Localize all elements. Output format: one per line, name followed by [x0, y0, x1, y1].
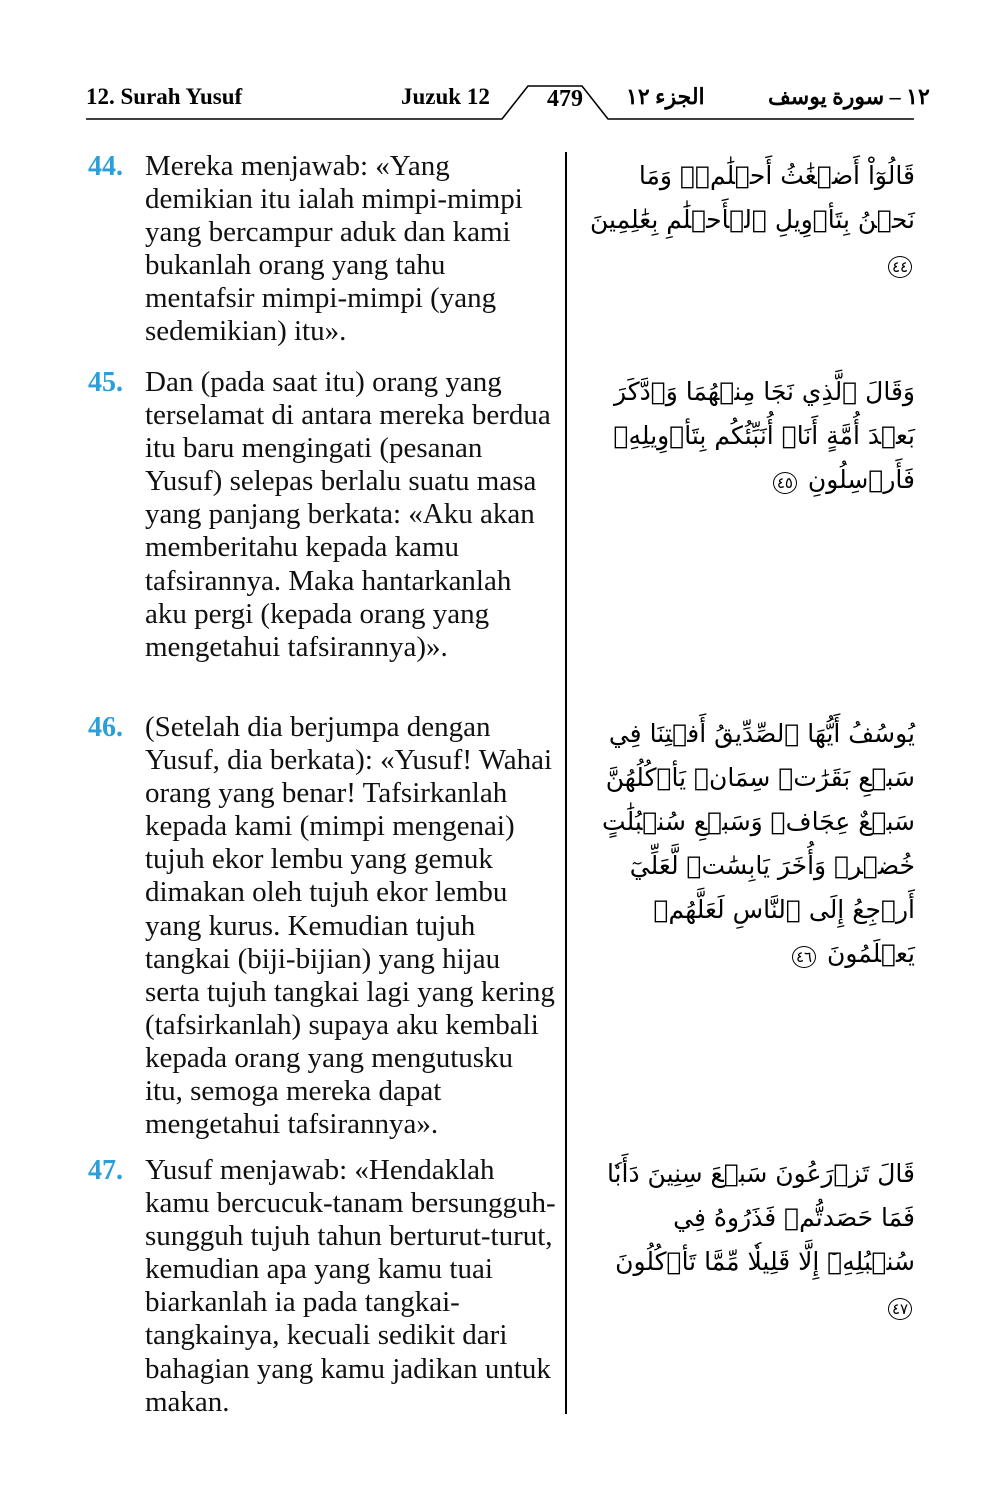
verse-translation: Mereka menjawab: «Yang demikian itu ialah mimpi-mimpi yang bercampur aduk dan kami bukanlah orang yang tahu mentafsir mimpi-mimpi (yang sedemikian) itu».	[145, 150, 523, 348]
verse-end-marker-icon: ٤٤	[888, 256, 912, 278]
page-number: 479	[547, 86, 583, 112]
verse-number: 47.	[88, 1155, 123, 1186]
verse-47	[88, 1154, 558, 1419]
verse-46-arabic	[585, 712, 915, 976]
verse-translation: (Setelah dia berjumpa dengan Yusuf, dia berkata): «Yusuf! Wahai orang yang benar! Tafsirkanlah kepada kami (mimpi mengenai) tujuh ekor lembu yang gemuk dimakan oleh tujuh ekor lembu yang kurus. Kemudian tujuh tangkai (biji-bijian) yang hijau serta tujuh tangkai lagi yang kering (tafsirkanlah) supaya aku kembali kepada orang yang mengutusku itu, semoga mereka dapat mengetahui tafsirannya».	[145, 711, 555, 1141]
verse-translation: Yusuf menjawab: «Hendaklah kamu bercucuk-tanam bersungguh-sungguh tujuh tahun berturut-turut, kemudian apa yang kamu tuai biarkanlah ia pada tangkai-tangkainya, kecuali sedikit dari bahagian yang kamu jadikan untuk makan.	[145, 1154, 556, 1418]
verse-47-arabic	[585, 1152, 915, 1328]
verse-number: 45.	[88, 367, 123, 398]
header-rule	[0, 0, 1000, 130]
arabic-text: يُوسُفُ أَيُّهَا ٱلصِّدِّيقُ أَفۡتِنَا فِي سَبۡعِ بَقَرَٰتٖ سِمَانٖ يَأۡكُلُهُنَّ سَبۡعٌ عِجَافٞ وَسَبۡعِ سُنۢبُلَٰتٍ خُضۡرٖ وَأُخَرَ يَابِسَٰتٖ لَّعَلِّيٓ أَرۡجِعُ إِلَى ٱلنَّاسِ لَعَلَّهُمۡ يَعۡلَمُونَ	[602, 719, 915, 968]
header-surah-label: 12. Surah Yusuf	[86, 84, 243, 109]
verse-end-marker-icon: ٤٥	[773, 472, 797, 494]
verse-45-arabic	[585, 370, 915, 502]
verse-45	[88, 366, 558, 664]
verse-end-marker-icon: ٤٦	[792, 946, 816, 968]
header-arabic-juz: الجزء ١٢	[626, 84, 705, 109]
verse-44-arabic	[585, 154, 915, 286]
arabic-text: قَالُوٓاْ أَضۡغَٰثُ أَحۡلَٰمٖۖ وَمَا نَحۡنُ بِتَأۡوِيلِ ٱلۡأَحۡلَٰمِ بِعَٰلِمِينَ	[590, 161, 915, 234]
arabic-text: وَقَالَ ٱلَّذِي نَجَا مِنۡهُمَا وَٱدَّكَرَ بَعۡدَ أُمَّةٍ أَنَا۠ أُنَبِّئُكُم بِتَأۡوِيلِهِۦ فَأَرۡسِلُونِ	[613, 377, 915, 494]
verse-number: 44.	[88, 151, 123, 182]
column-divider	[565, 152, 567, 1414]
header-arabic-surah: ١٢ – سورة يوسف	[768, 84, 930, 109]
verse-translation: Dan (pada saat itu) orang yang terselamat di antara mereka berdua itu baru mengingati (pesanan Yusuf) selepas berlalu suatu masa yang panjang berkata: «Aku akan memberitahu kepada kamu tafsirannya. Maka hantarkanlah aku pergi (kepada orang yang mengetahui tafsirannya)».	[145, 366, 551, 663]
verse-number: 46.	[88, 712, 123, 743]
verse-end-marker-icon: ٤٧	[888, 1298, 912, 1320]
verse-44	[88, 150, 558, 349]
header-juzuk-label: Juzuk 12	[401, 84, 490, 109]
arabic-text: قَالَ تَزۡرَعُونَ سَبۡعَ سِنِينَ دَأَبٗا فَمَا حَصَدتُّمۡ فَذَرُوهُ فِي سُنۢبُلِهِۦٓ إِلَّا قَلِيلٗا مِّمَّا تَأۡكُلُونَ	[606, 1159, 915, 1276]
verse-46	[88, 711, 558, 1141]
